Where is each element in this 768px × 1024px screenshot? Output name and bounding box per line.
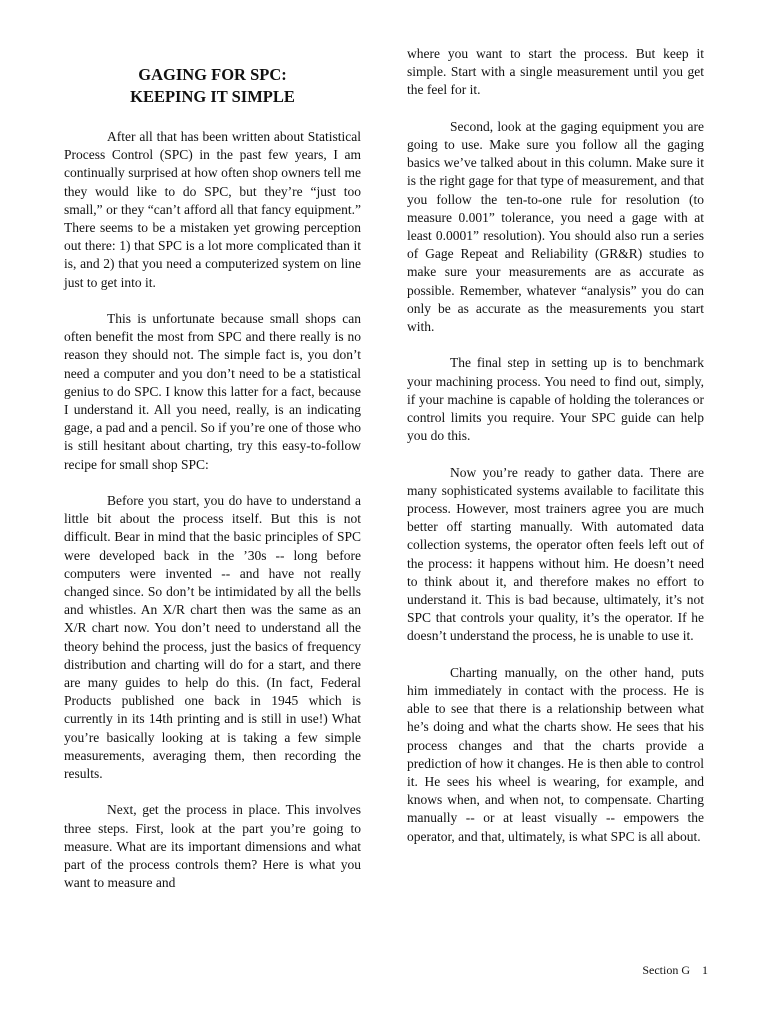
- paragraph: Now you’re ready to gather data. There are many sophisticated systems available to facilitate this process. However, most trainers agree you are much better off starting manually. With automated data collection systems, the operator often feels left out of the process: it happens without him. He doesn’t need to think about it, and therefore makes no effort to understand it. This is bad because, ultimately, it’s not SPC that controls your quality, it’s the operator. If he doesn’t understand the process, he is unable to use it.: [407, 464, 704, 644]
- paragraph: Charting manually, on the other hand, puts him immediately in contact with the process. He is able to see that there is a relationship between what he’s doing and what the charts show. He sees that his process changes and that the charts provide a prediction of how it changes. He is then able to control it. He sees his wheel is wearing, for example, and knows when, and when not, to compensate. Charting manually -- or at least visually -- empowers the operator, and that, ultimately, is what SPC is all about.: [407, 664, 704, 844]
- right-column: [407, 45, 704, 846]
- title-line-1: GAGING FOR SPC:: [138, 65, 287, 84]
- paragraph: Before you start, you do have to understand a little bit about the process itself. But this is not difficult. Bear in mind that the basic principles of SPC were developed back in the ’30s -- long before computers were invented -- and have not really changed since. So don’t be intimidated by all the bells and whistles. An X/R chart then was the same as an X/R chart now. You don’t need to understand all the theory behind the process, just the basics of frequency distribution and charting will do for a start, and there are many guides to help do this. (In fact, Federal Products published one back in 1945 which is currently in its 14th printing and is still in use!) What you’re basically looking at is taking a few simple measurements, averaging them, then recording the results.: [64, 493, 361, 782]
- paragraph: This is unfortunate because small shops can often benefit the most from SPC and there really is no reason they should not. The simple fact is, you don’t need a computer and you don’t need to be a statistical genius to do SPC. I know this latter for a fact, because I understand it. All you need, really, is an indicating gage, a pad and a pencil. So if you’re one of those who is still hesitant about charting, try this easy-to-follow recipe for small shop SPC:: [64, 311, 361, 472]
- title-line-2: KEEPING IT SIMPLE: [130, 87, 295, 106]
- page-footer: [600, 963, 708, 977]
- section-label: Section G: [642, 963, 690, 977]
- paragraph: Next, get the process in place. This involves three steps. First, look at the part you’re going to measure. What are its important dimensions and what part of the process controls them? Here is what you want to measure and: [64, 802, 361, 891]
- paragraph: Second, look at the gaging equipment you are going to use. Make sure you follow all the gaging basics we’ve talked about in this column. Make sure it is the right gage for that type of measurement, and that you follow the ten-to-one rule for resolution (to measure 0.001” tolerance, you need a gage with at least 0.0001” resolution). You should also run a series of Gage Repeat and Reliability (GR&R) studies to make sure your measurements are as accurate as possible. Remember, whatever “analysis” you do can only be as accurate as the measurements you start with.: [407, 118, 704, 335]
- page-number: 1: [702, 963, 708, 977]
- left-column: [64, 64, 361, 911]
- paragraph: The final step in setting up is to benchmark your machining process. You need to find out, simply, if your machine is capable of holding the tolerances or control limits you require. Your SPC guide can help you do this.: [407, 355, 704, 444]
- paragraph: After all that has been written about Statistical Process Control (SPC) in the past few years, I am continually surprised at how often shop owners tell me they would like to do SPC, but they’re “just too small,” or they “can’t afford all that fancy equipment.” There seems to be a mistaken yet growing perception out there: 1) that SPC is a lot more complicated than it is, and 2) that you need a computerized system on line just to get into it.: [64, 129, 361, 290]
- paragraph-continuation: where you want to start the process. But keep it simple. Start with a single measurement until you get the feel for it.: [407, 46, 704, 98]
- article-title: [64, 64, 361, 108]
